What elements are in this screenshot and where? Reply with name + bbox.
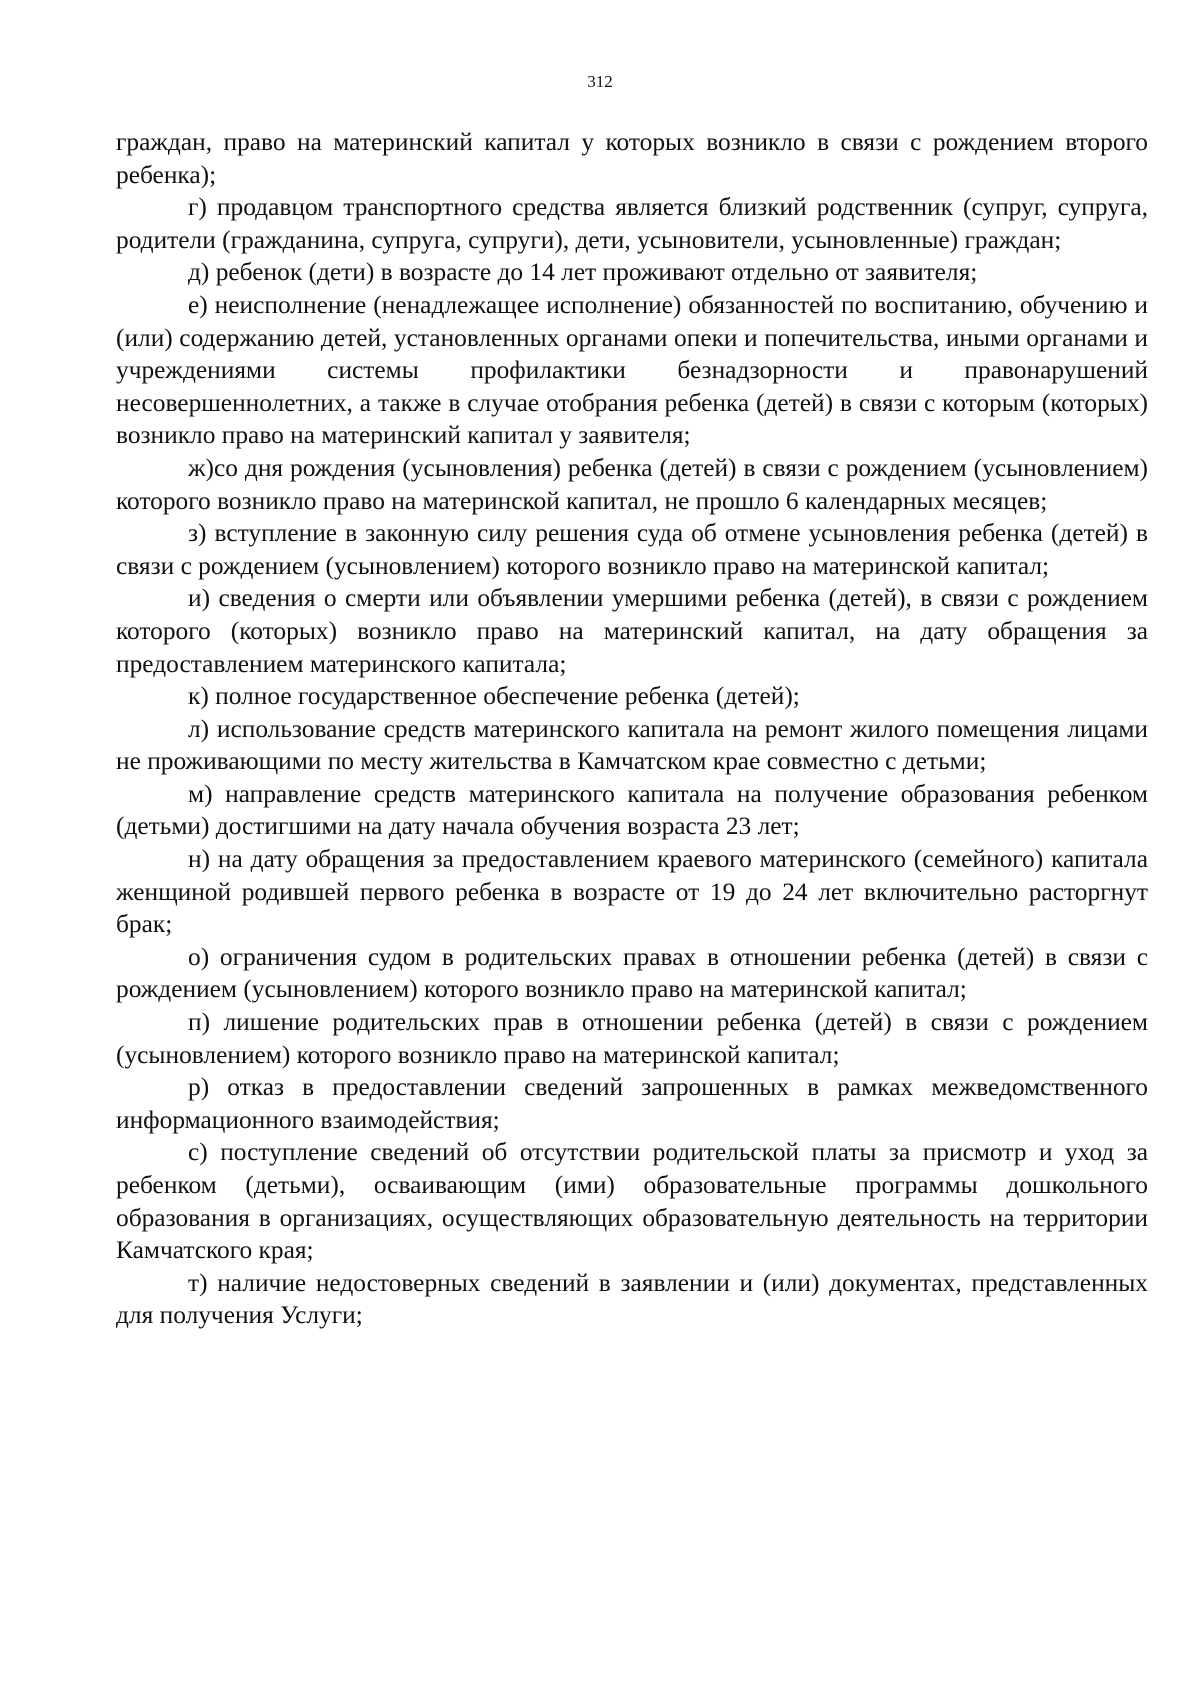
paragraph-item-zh: ж)со дня рождения (усыновления) ребенка (детей) в связи с рождением (усыновлением) которого возникло право на материнской капитал, не прошло 6 календарных месяцев; — [116, 453, 1148, 515]
page-number: 312 — [587, 72, 613, 91]
paragraph-item-p: п) лишение родительских прав в отношении ребенка (детей) в связи с рождением (усыновлением) которого возникло право на материнской капитал; — [116, 1008, 1148, 1069]
paragraph-item-z: з) вступление в законную силу решения суда об отмене усыновления ребенка (детей) в связи с рождением (усыновлением) которого возникло право на материнской капитал; — [116, 519, 1148, 580]
paragraph-item-i: и) сведения о смерти или объявлении умершими ребенка (детей), в связи с рождением которого (которых) возникло право на материнский капитал, на дату обращения за предоставлением материнского капитала; — [116, 584, 1148, 678]
paragraph-item-e: е) неисполнение (ненадлежащее исполнение) обязанностей по воспитанию, обучению и (или) содержанию детей, установленных органами опеки и попечительства, иными органами и учреждениями системы профилактики безнадзорности и правонарушений несовершеннолетних, а также в случае отобрания ребенка (детей) в связи с которым (которых) возникло право на материнский капитал у заявителя; — [116, 290, 1148, 450]
paragraph-item-l: л) использование средств материнского капитала на ремонт жилого помещения лицами не проживающими по месту жительства в Камчатском крае совместно с детьми; — [116, 714, 1148, 776]
paragraph-item-d: д) ребенок (дети) в возрасте до 14 лет проживают отдельно от заявителя; — [188, 258, 978, 287]
paragraph-item-r: р) отказ в предоставлении сведений запрошенных в рамках межведомственного информационного взаимодействия; — [116, 1073, 1148, 1134]
paragraph-item-t: т) наличие недостоверных сведений в заявлении и (или) документах, представленных для получения Услуги; — [116, 1268, 1148, 1330]
paragraph-continuation: граждан, право на материнский капитал у которых возникло в связи с рождением второго ребенка); — [116, 128, 1148, 189]
paragraph-item-s: с) поступление сведений об отсутствии родительской платы за присмотр и уход за ребенком (детьми), осваивающим (ими) образовательные программы дошкольного образования в организациях, осуществляющих образовательную деятельность на территории Камчатского края; — [116, 1138, 1148, 1265]
paragraph-item-n: н) на дату обращения за предоставлением краевого материнского (семейного) капитала женщиной родившей первого ребенка в возрасте от 19 до 24 лет включительно расторгнут брак; — [116, 845, 1148, 939]
paragraph-item-k: к) полное государственное обеспечение ребенка (детей); — [188, 682, 800, 711]
paragraph-item-o: о) ограничения судом в родительских правах в отношении ребенка (детей) в связи с рождением (усыновлением) которого возникло право на материнской капитал; — [116, 942, 1148, 1004]
paragraph-item-g: г) продавцом транспортного средства является близкий родственник (супруг, супруга, родители (гражданина, супруга, супруги), дети, усыновители, усыновленные) граждан; — [116, 193, 1148, 254]
document-body — [116, 126, 1148, 1332]
paragraph-item-m: м) направление средств материнского капитала на получение образования ребенком (детьми) достигшими на дату начала обучения возраста 23 лет; — [116, 779, 1148, 841]
